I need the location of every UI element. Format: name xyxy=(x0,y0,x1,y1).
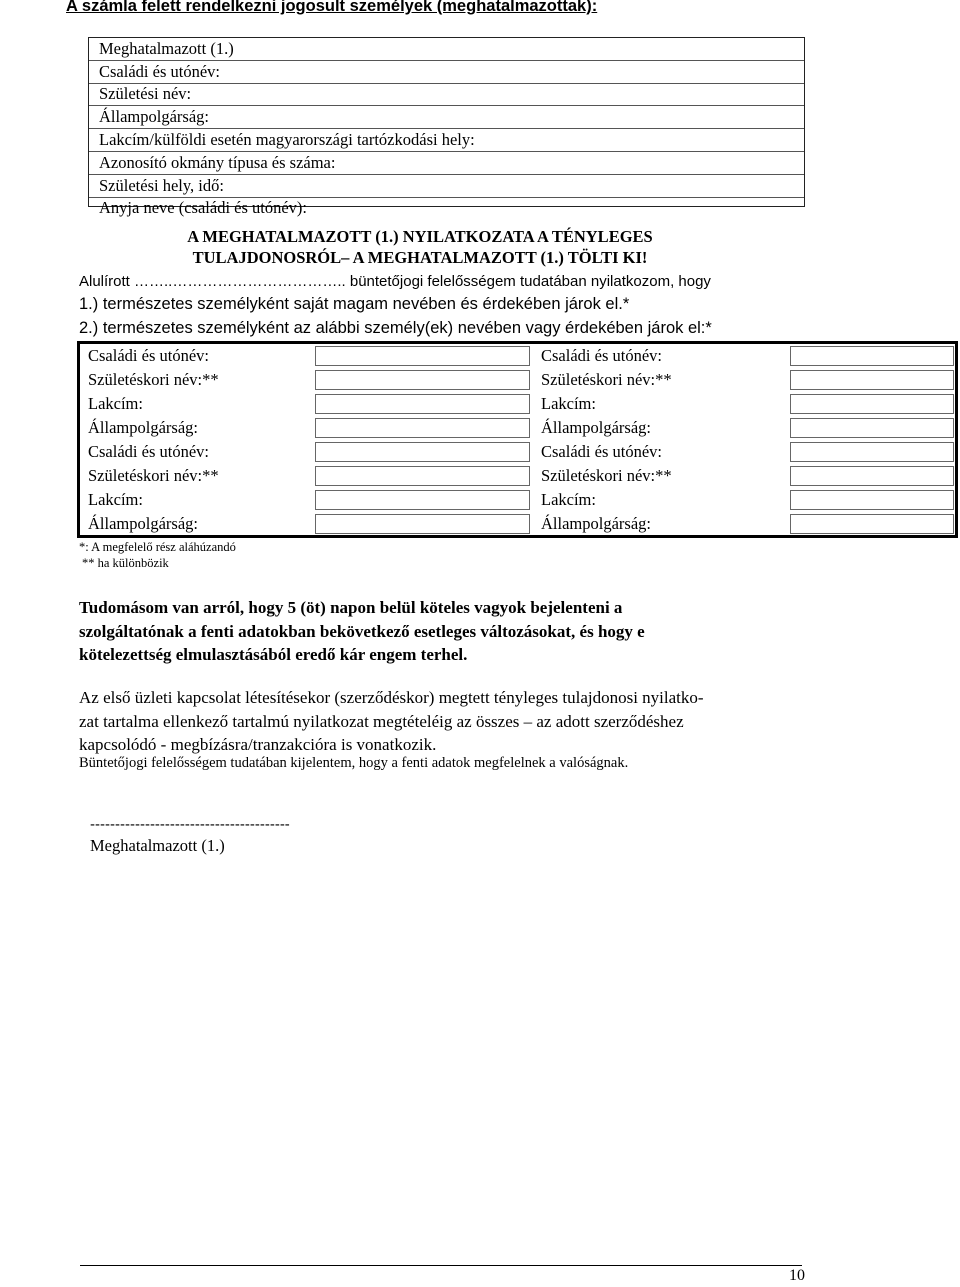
right-label: Állampolgárság: xyxy=(541,514,651,533)
auth-row: Meghatalmazott (1.) xyxy=(89,38,804,61)
declaration-title-line2: TULAJDONOSRÓL– A MEGHATALMAZOTT (1.) TÖLTI KI! xyxy=(192,248,648,267)
right-label: Születéskori név:** xyxy=(541,466,672,485)
scope-paragraph xyxy=(79,686,819,757)
persons-row xyxy=(80,512,955,536)
signature-line: ---------------------------------------- xyxy=(90,816,290,833)
section-heading: A számla felett rendelkezni jogosult személyek (meghatalmazottak): xyxy=(66,0,598,15)
left-field[interactable] xyxy=(315,346,530,366)
footnote-underline: *: A megfelelő rész aláhúzandó xyxy=(79,540,236,554)
right-field[interactable] xyxy=(790,346,954,366)
footer-rule xyxy=(80,1265,802,1266)
left-field[interactable] xyxy=(315,370,530,390)
left-field[interactable] xyxy=(315,442,530,462)
right-field[interactable] xyxy=(790,418,954,438)
option-2: 2.) természetes személyként az alábbi személy(ek) nevében vagy érdekében járok el:* xyxy=(79,319,712,337)
left-label: Lakcím: xyxy=(88,490,143,509)
bold-paragraph-line: kötelezettség elmulasztásából eredő kár engem terhel. xyxy=(79,645,468,664)
page-number: 10 xyxy=(789,1267,805,1284)
right-field[interactable] xyxy=(790,394,954,414)
auth-row: Állampolgárság: xyxy=(89,106,804,129)
footnote-differs: ** ha különbözik xyxy=(82,556,169,570)
bold-paragraph-line: szolgáltatónak a fenti adatokban bekövetkező esetleges változásokat, és hogy e xyxy=(79,621,645,641)
persons-row xyxy=(80,464,955,488)
auth-row: Azonosító okmány típusa és száma: xyxy=(89,152,804,175)
scope-paragraph-line: Az első üzleti kapcsolat létesítésekor (szerződéskor) megtett tényleges tulajdonosi nyilatko- xyxy=(79,688,704,707)
left-label: Állampolgárság: xyxy=(88,418,198,437)
persons-row xyxy=(80,488,955,512)
left-field[interactable] xyxy=(315,394,530,414)
left-field[interactable] xyxy=(315,490,530,510)
left-field[interactable] xyxy=(315,418,530,438)
declaration-title-line1: A MEGHATALMAZOTT (1.) NYILATKOZATA A TÉNYLEGES xyxy=(187,227,653,246)
auth-row: Családi és utónév: xyxy=(89,61,804,84)
right-label: Állampolgárság: xyxy=(541,418,651,437)
authorized-person-box xyxy=(88,37,805,218)
left-label: Családi és utónév: xyxy=(88,442,209,461)
auth-row: Anyja neve (családi és utónév): xyxy=(99,198,308,218)
left-label: Születéskori név:** xyxy=(88,370,219,389)
auth-row: Lakcím/külföldi esetén magyarországi tartózkodási hely: xyxy=(89,129,804,152)
scope-paragraph-line: kapcsolódó - megbízásra/tranzakcióra is vonatkozik. xyxy=(79,735,437,754)
bold-paragraph-line: Tudomásom van arról, hogy 5 (öt) napon belül köteles vagyok bejelenteni a xyxy=(79,598,623,617)
left-label: Állampolgárság: xyxy=(88,514,198,533)
persons-table xyxy=(77,341,958,538)
right-label: Családi és utónév: xyxy=(541,442,662,461)
right-label: Lakcím: xyxy=(541,490,596,509)
alulirott-line: Alulírott ……..…………………………….. büntetőjogi felelősségem tudatában nyilatkozom, hogy xyxy=(79,273,711,290)
auth-row: Születési hely, idő: xyxy=(89,175,804,198)
right-field[interactable] xyxy=(790,490,954,510)
accuracy-statement: Büntetőjogi felelősségem tudatában kijelentem, hogy a fenti adatok megfelelnek a valóságnak. xyxy=(79,755,629,771)
persons-row xyxy=(80,344,955,368)
persons-row xyxy=(80,368,955,392)
left-label: Családi és utónév: xyxy=(88,346,209,365)
scope-paragraph-line: zat tartalma ellenkező tartalmú nyilatkozat megtételéig az összes – az adott szerződéshez xyxy=(79,711,684,731)
option-1: 1.) természetes személyként saját magam nevében és érdekében járok el.* xyxy=(79,295,630,313)
persons-row xyxy=(80,440,955,464)
right-label: Születéskori név:** xyxy=(541,370,672,389)
right-field[interactable] xyxy=(790,442,954,462)
persons-row xyxy=(80,392,955,416)
left-label: Születéskori név:** xyxy=(88,466,219,485)
signature-label: Meghatalmazott (1.) xyxy=(90,836,225,855)
persons-row xyxy=(80,416,955,440)
right-label: Lakcím: xyxy=(541,394,596,413)
auth-row: Születési név: xyxy=(89,84,804,107)
right-label: Családi és utónév: xyxy=(541,346,662,365)
right-field[interactable] xyxy=(790,370,954,390)
left-label: Lakcím: xyxy=(88,394,143,413)
right-field[interactable] xyxy=(790,466,954,486)
bold-paragraph xyxy=(79,596,759,667)
left-field[interactable] xyxy=(315,514,530,534)
right-field[interactable] xyxy=(790,514,954,534)
left-field[interactable] xyxy=(315,466,530,486)
